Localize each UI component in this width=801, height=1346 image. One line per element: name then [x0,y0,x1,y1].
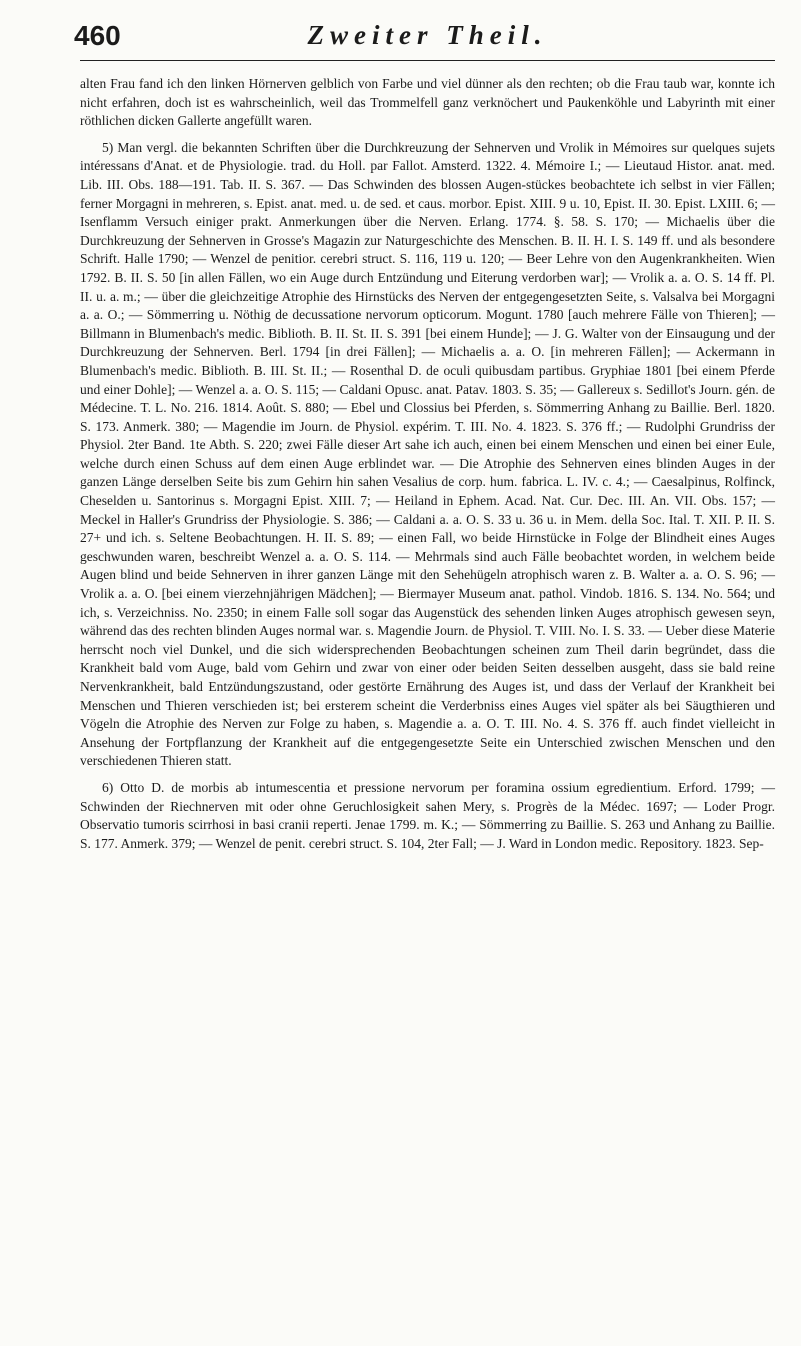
page-number: 460 [74,20,121,51]
running-head: Zweiter Theil. [307,20,548,50]
footnote-6: 6) Otto D. de morbis ab intumescentia et pressione nervorum per foramina ossium egredientium. Erford. 1799; — Schwinden der Riechnerven mit oder ohne Geruchlosigkeit sahen Mery, s. Progrès de la Médec. 1697; — Loder Progr. Observatio tumoris scirrhosi in basi cranii reperti. Jenae 1799. m. K.; — Sömmerring zu Baillie. S. 263 und Anhang zu Baillie. S. 177. Anmerk. 379; — Wenzel de penit. cerebri struct. S. 104, 2ter Fall; — J. Ward in London medic. Repository. 1823. Sep- [80,779,775,851]
page-header [74,20,775,61]
page-body [80,75,775,853]
paragraph-continuation: alten Frau fand ich den linken Hörnerven gelblich von Farbe und viel dünner als den rechten; ob die Frau taub war, konnte ich nicht erfahren, doch ist es wahrscheinlich, weil das Trommelfell ganz verknöchert und Paukenköhle und Labyrinth mit einer röthlichen dicken Gallerte angefüllt waren. [80,76,775,129]
footnote-5: 5) Man vergl. die bekannten Schriften über die Durchkreuzung der Sehnerven und Vrolik in Mémoires sur quelques sujets intéressans d'Anat. et de Physiologie. trad. du Holl. par Fallot. Amsterd. 1322. 4. Mémoire I.; — Lieutaud Histor. anat. med. Lib. III. Obs. 188—191. Tab. II. S. 367. — Das Schwinden des blossen Augen-stückes beobachtete ich selbst in vier Fällen; ferner Morgagni in mehreren, s. Epist. anat. med. u. de sed. et caus. morbor. Epist. XIII. 9 u. 10, Epist. II. 30. Epist. LXIII. 6; — Isenflamm Versuch einiger prakt. Anmerkungen über die Nerven. Erlang. 1774. §. 58. S. 170; — Michaelis über die Durchkreuzung der Sehnerven in Grosse's Magazin zur Naturgeschichte des Menschen. B. II. H. I. S. 149 ff. und als besondere Schrift. Halle 1790; — Wenzel de penitior. cerebri struct. S. 116, 119 u. 120; — Beer Lehre von den Augenkrankheiten. Wien 1792. B. II. S. 50 [in allen Fällen, wo ein Auge durch Entzündung und Eiterung verdorben war]; — Vrolik a. a. O. S. 14 ff. Pl. II. u. a. m.; — über die gleichzeitige Atrophie des Hirnstücks des Nerven der entgegengesetzten Seite, s. Valsalva bei Morgagni a. a. O.; — Sömmerring u. Nöthig de decussatione nervorum opticorum. Mogunt. 1780 [auch mehrere Fälle von Thieren]; — Billmann in Blumenbach's medic. Biblioth. B. II. St. II. S. 391 [bei einem Hunde]; — J. G. Walter von der Einsaugung und der Durchkreuzung der Sehnerven. Berl. 1794 [in drei Fällen]; — Michaelis a. a. O. [in mehreren Fällen]; — Ackermann in Blumenbach's medic. Biblioth. B. III. St. II.; — Rosenthal D. de oculi quibusdam partibus. Gryphiae 1801 [bei einem Pferde und einer Dohle]; — Wenzel a. a. O. S. 115; — Caldani Opusc. anat. Patav. 1803. S. 35; — Gallereux s. Sedillot's Journ. gén. de Médecine. T. L. No. 216. 1814. Août. S. 880; — Ebel und Clossius bei Pferden, s. Sömmerring Anhang zu Baillie. Berl. 1820. S. 173. Anmerk. 380; — Magendie im Journ. de Physiol. expérim. T. III. No. 4. 1823. S. 376 ff.; — Rudolphi Grundriss der Physiol. 2ter Band. 1te Abth. S. 220; zwei Fälle dieser Art sahe ich auch, einen bei einem Menschen und einen bei einer Eule, welche durch einen Schuss auf dem einen Auge erblindet war. — Die Atrophie des Sehnerven eines blinden Auges in der ganzen Länge derselben Seite bis zum Gehirn hin sahen Vesalius de corp. hum. fabrica. L. IV. c. 4.; — Caesalpinus, Rolfinck, Cheselden u. Santorinus s. Morgagni Epist. XIII. 7; — Heiland in Ephem. Acad. Nat. Cur. Dec. III. An. VII. Obs. 157; — Meckel in Haller's Grundriss der Physiologie. S. 386; — Caldani a. a. O. S. 33 u. 36 u. in Mem. della Soc. Ital. T. XII. P. II. S. 27+ und ich. s. Seltene Beobachtungen. H. II. S. 89; — einen Fall, wo beide Hirnstücke in Folge der Blindheit eines Auges geschwunden waren, beschreibt Wenzel a. a. O. S. 114. — Mehrmals sind auch Fälle beobachtet worden, in welchem beide Augen blind und beide Sehnerven in ihrer ganzen Länge mit den Sehehügeln atrophisch waren z. B. Walter a. a. O. S. 96; — Vrolik a. a. O. [bei einem vierzehnjährigen Mädchen]; — Biermayer Museum anat. pathol. Vindob. 1816. S. 134. No. 564; und ich, s. Verzeichniss. No. 2350; in einem Falle soll sogar das Augenstück des sehenden linken Auges atrophisch gewesen seyn, während das des rechten blinden Auges normal war. s. Magendie Journ. de Physiol. T. VIII. No. I. S. 33. — Ueber diese Materie herrscht noch viel Dunkel, und die sich widersprechenden Beobachtungen scheinen zum Theil darin begründet, dass die Krankheit bald vom Auge, bald vom Gehirn und zwar von einer oder beiden Seiten desselben ausgeht, dass sie bald reine Nervenkrankheit, bald Entzündungszustand, oder gestörte Ernährung des Auges ist, und dass der Verlauf der Krankheit bei Menschen und Thieren verschieden ist; bei ersterem scheint die Verderbniss eines Auges viel später als bei Säugthieren und Vögeln die Atrophie des Nerven zur Folge zu haben, s. Magendie a. a. O. T. III. No. 4. S. 376 ff. auch findet vielleicht in Ansehung der Fortpflanzung der Krankheit auf die entgegengesetzte Seite ein Unterschied zwischen Menschen und den verschiedenen Thieren statt. [80,139,775,769]
